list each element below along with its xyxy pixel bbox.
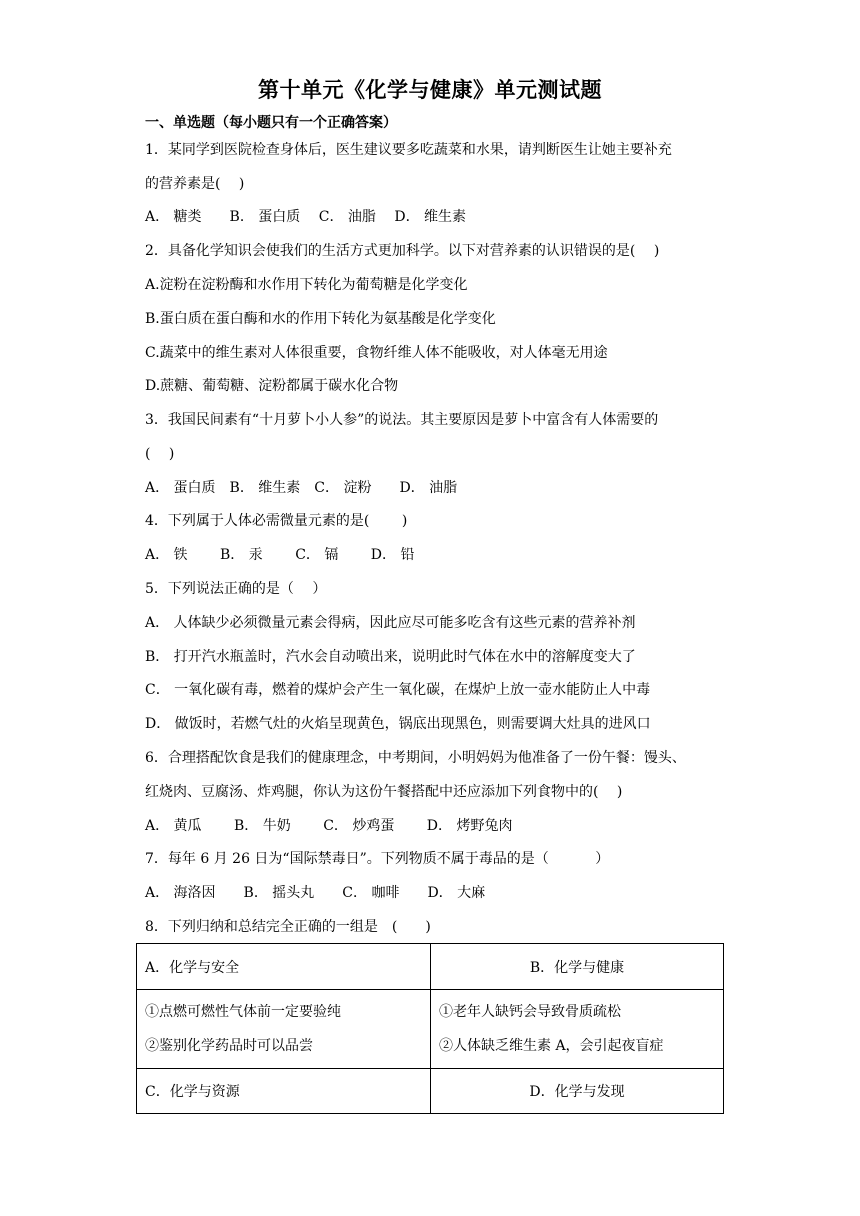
question-8-table	[136, 943, 724, 1114]
question-2-option-d: D.蔗糖、葡萄糖、淀粉都属于碳水化合物	[145, 378, 399, 394]
question-2-option-a: A.淀粉在淀粉酶和水作用下转化为葡萄糖是化学变化	[145, 277, 468, 293]
cell-c-header: C．化学与资源	[137, 1069, 431, 1114]
question-4-stem: 4．下列属于人体必需微量元素的是( )	[145, 513, 408, 529]
cell-b-header: B．化学与健康	[431, 944, 724, 990]
cell-a-header: A．化学与安全	[137, 944, 431, 990]
question-4-options: A． 铁 B． 汞 C． 镉 D． 铅	[145, 547, 415, 563]
a-item-2: ②鉴别化学药品时可以品尝	[145, 1038, 313, 1054]
cell-d-header: D．化学与发现	[431, 1069, 724, 1114]
question-8-stem: 8．下列归纳和总结完全正确的一组是 ( )	[145, 919, 431, 935]
question-6-line-1: 6．合理搭配饮食是我们的健康理念，中考期间，小明妈妈为他准备了一份午餐：馒头、	[145, 750, 686, 766]
question-2-option-c: C.蔬菜中的维生素对人体很重要，食物纤维人体不能吸收，对人体毫无用途	[145, 345, 608, 361]
cell-a-items	[137, 990, 431, 1069]
question-6-line-2: 红烧肉、豆腐汤、炸鸡腿，你认为这份午餐搭配中还应添加下列食物中的( )	[145, 784, 623, 800]
b-item-2: ②人体缺乏维生素 A，会引起夜盲症	[439, 1038, 664, 1054]
a-item-1: ①点燃可燃性气体前一定要验纯	[145, 1004, 341, 1020]
table-row	[137, 944, 724, 990]
question-2-stem: 2．具备化学知识会使我们的生活方式更加科学。以下对营养素的认识错误的是( )	[145, 243, 660, 259]
question-5-stem: 5．下列说法正确的是（ ）	[145, 581, 327, 597]
question-2-option-b: B.蛋白质在蛋白酶和水的作用下转化为氨基酸是化学变化	[145, 311, 496, 327]
question-5-option-b: B． 打开汽水瓶盖时，汽水会自动喷出来，说明此时气体在水中的溶解度变大了	[145, 649, 636, 665]
table-row	[137, 1069, 724, 1114]
question-7-options: A． 海洛因 B． 摇头丸 C． 咖啡 D． 大麻	[145, 885, 486, 901]
page-title: 第十单元《化学与健康》单元测试题	[258, 78, 602, 102]
question-1-line-1: 1．某同学到医院检查身体后，医生建议要多吃蔬菜和水果，请判断医生让她主要补充	[145, 142, 672, 158]
question-3-options: A． 蛋白质 B． 维生素 C． 淀粉 D． 油脂	[145, 480, 458, 496]
question-7-stem: 7．每年 6 月 26 日为“国际禁毒日”。下列物质不属于毒品的是（ ）	[145, 851, 610, 867]
question-5-option-d: D． 做饭时，若燃气灶的火焰呈现黄色，锅底出现黑色，则需要调大灶具的进风口	[145, 716, 651, 732]
b-item-1: ①老年人缺钙会导致骨质疏松	[439, 1004, 621, 1020]
table-row	[137, 990, 724, 1069]
section-heading: 一、单选题（每小题只有一个正确答案）	[145, 115, 397, 131]
question-1-line-2: 的营养素是( )	[145, 176, 245, 192]
cell-b-items	[431, 990, 724, 1069]
question-6-options: A． 黄瓜 B． 牛奶 C． 炒鸡蛋 D． 烤野兔肉	[145, 818, 513, 834]
question-5-option-c: C． 一氧化碳有毒，燃着的煤炉会产生一氧化碳，在煤炉上放一壶水能防止人中毒	[145, 682, 651, 698]
question-1-options: A． 糖类 B． 蛋白质 C． 油脂 D． 维生素	[145, 209, 467, 225]
question-3-line-2: ( )	[145, 446, 175, 462]
question-3-line-1: 3．我国民间素有“十月萝卜小人参”的说法。其主要原因是萝卜中富含有人体需要的	[145, 412, 659, 428]
question-5-option-a: A． 人体缺少必须微量元素会得病，因此应尽可能多吃含有这些元素的营养补剂	[145, 615, 636, 631]
